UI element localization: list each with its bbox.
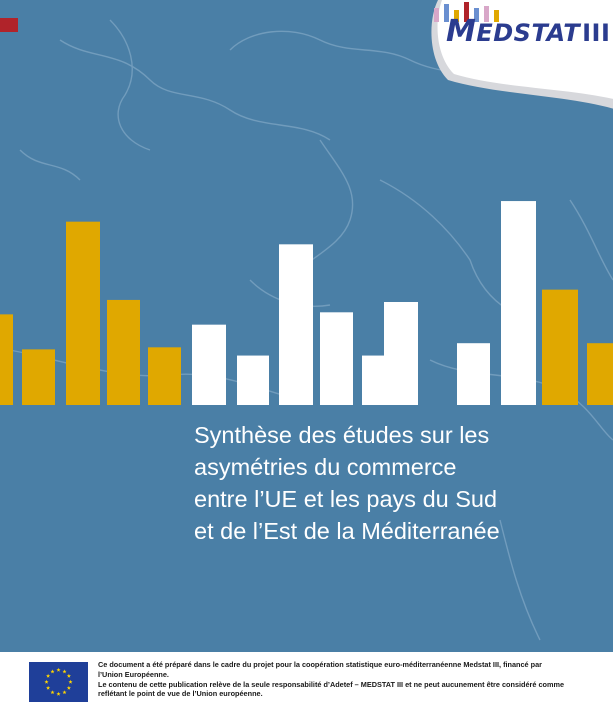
decorative-bar: [457, 343, 490, 405]
decorative-bar: [107, 300, 140, 405]
decorative-bar: [542, 290, 578, 405]
decorative-bar: [279, 244, 313, 405]
decorative-bar: [192, 325, 226, 405]
decorative-bar: [587, 343, 613, 405]
title-line: et de l’Est de la Méditerranée: [194, 518, 500, 544]
decorative-bar: [320, 312, 353, 405]
medstat-logo: MEDSTATIII: [446, 14, 611, 49]
disclaimer-line: Le contenu de cette publication relève de la seule responsabilité d’Adetef – MEDSTAT III et ne peut aucunement être considéré comme reflétant le point de vue de l’Union européenne.: [98, 679, 565, 699]
decorative-bar: [0, 314, 13, 405]
disclaimer-line: Ce document a été préparé dans le cadre du projet pour la coopération statistique euro-méditerranéenne Medstat III, financé par l’Union Européenne.: [98, 660, 542, 679]
decorative-bar: [148, 347, 181, 405]
eu-flag-icon: [29, 662, 88, 702]
decorative-bar: [66, 222, 100, 405]
red-corner-mark: [0, 18, 18, 32]
title-line: asymétries du commerce: [194, 454, 457, 480]
disclaimer-text: [98, 660, 568, 699]
decorative-bar: [237, 356, 269, 405]
decorative-bar: [384, 302, 418, 405]
title-line: Synthèse des études sur les: [194, 422, 490, 448]
title-line: entre l’UE et les pays du Sud: [194, 486, 498, 512]
footer-band: [0, 652, 613, 728]
report-title: [194, 419, 604, 547]
decorative-bar: [22, 349, 55, 405]
decorative-bar: [501, 201, 536, 405]
